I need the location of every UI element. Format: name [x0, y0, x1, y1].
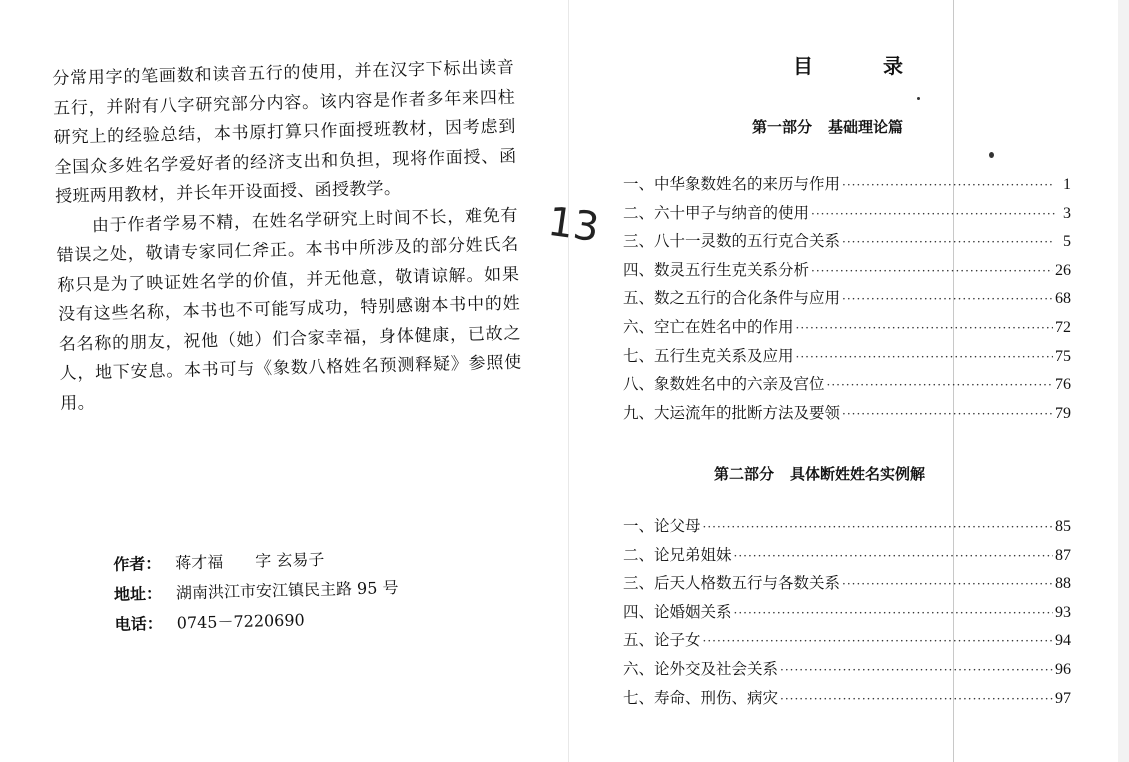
toc-page-number: 75: [1055, 347, 1071, 365]
address-label: 地址：: [113, 583, 163, 604]
toc-page-number: 79: [1055, 404, 1071, 422]
toc-entry[interactable]: [623, 571, 1071, 600]
author-info: [113, 543, 495, 642]
toc-entry[interactable]: [623, 543, 1071, 572]
toc-entry[interactable]: [623, 201, 1071, 230]
toc-entry-text: 六、论外交及社会关系: [623, 659, 779, 678]
toc-entry-text: 六、空亡在姓名中的作用: [623, 317, 794, 336]
leader-dots: [780, 663, 1053, 677]
body-paragraph-2: 由于作者学易不精，在姓名学研究上时间不长，难免有错误之处，敬请专家同仁斧正。本书中所涉及的部分姓氏名称只是为了映证姓名学的价值，并无他意，敬请谅解。如果没有这些名称，本书也不可能写成功，特别感谢本书中的姓名名称的朋友，祝他（她）们合家幸福，身体健康，已故之人，地下安息。本书可与《象数八格姓名预测释疑》参照使用。: [56, 205, 522, 414]
handwritten-page-mark: 13: [545, 198, 602, 252]
toc-entry-text: 二、论兄弟姐妹: [623, 545, 732, 564]
toc-entry[interactable]: [623, 686, 1071, 715]
leader-dots: [703, 520, 1053, 534]
leader-dots: [734, 549, 1053, 563]
leader-dots: [842, 235, 1055, 249]
part-1-name: 第一部分: [752, 118, 813, 136]
toc-page-number: 5: [1063, 233, 1071, 251]
toc-page-number: 94: [1055, 632, 1071, 650]
toc-page-number: 68: [1055, 290, 1071, 308]
toc-page-number: 93: [1055, 603, 1071, 621]
toc-entry-text: 二、六十甲子与纳音的使用: [623, 203, 810, 222]
part-2-heading: [714, 463, 925, 484]
leader-dots: [734, 606, 1053, 620]
phone-value: 0745－7220690: [176, 610, 305, 633]
toc-title-char-1: 目: [793, 54, 813, 78]
toc-entry[interactable]: [623, 229, 1071, 258]
toc-entry[interactable]: [623, 657, 1071, 686]
leader-dots: [796, 321, 1053, 335]
leader-dots: [827, 378, 1053, 392]
page-gutter: [568, 0, 569, 762]
leader-dots: [703, 634, 1053, 648]
author-value: 蒋才福 字 玄易子: [175, 549, 325, 573]
toc-page-number: 26: [1055, 261, 1071, 279]
toc-page-number: 96: [1055, 660, 1071, 678]
part-2-name: 第二部分: [714, 465, 775, 483]
toc-page-number: 85: [1055, 518, 1071, 535]
toc-page-number: 3: [1063, 204, 1071, 222]
toc-entry[interactable]: [623, 628, 1071, 657]
toc-entry-text: 四、数灵五行生克关系分析: [623, 260, 810, 279]
scan-right-margin: [1118, 0, 1129, 762]
toc-entry[interactable]: [623, 344, 1071, 373]
toc-entry[interactable]: [623, 315, 1071, 344]
leader-dots: [842, 577, 1053, 591]
leader-dots: [842, 178, 1055, 192]
part-2-title: 具体断姓姓名实例解: [790, 465, 926, 483]
leader-dots: [842, 292, 1053, 306]
toc-entry[interactable]: [623, 514, 1071, 543]
leader-dots: [842, 407, 1053, 421]
toc-entry-text: 一、论父母: [623, 517, 701, 535]
leader-dots: [811, 264, 1053, 278]
toc-entry[interactable]: [623, 286, 1071, 315]
toc-page-number: 76: [1055, 376, 1071, 394]
phone-label: 电话：: [114, 613, 164, 634]
toc-entry[interactable]: [623, 401, 1071, 430]
left-page-body: [52, 54, 523, 419]
toc-entry-text: 三、八十一灵数的五行克合关系: [623, 232, 841, 251]
toc-title: [793, 50, 903, 79]
body-paragraph-1: 分常用字的笔画数和读音五行的使用，并在汉字下标出读音五行，并附有八字研究部分内容。该内容是作者多年来四柱研究上的经验总结，本书原打算只作面授班教材，因考虑到全国众多姓名学爱好者的经济支出和负担，现将作面授、函授班两用教材，并长年开设面授、函授教学。: [52, 57, 517, 207]
toc-part-1-list: [623, 172, 1071, 429]
leader-dots: [811, 207, 1055, 221]
scan-speck: [989, 152, 994, 158]
toc-page-number: 88: [1055, 575, 1071, 593]
toc-entry[interactable]: [623, 258, 1071, 287]
part-1-title: 基础理论篇: [828, 118, 904, 136]
scan-speck: [917, 97, 920, 100]
leader-dots: [780, 692, 1053, 706]
toc-entry-text: 七、寿命、刑伤、病灾: [623, 688, 779, 707]
toc-title-char-2: 录: [883, 54, 903, 78]
leader-dots: [796, 350, 1053, 364]
author-label: 作者：: [113, 553, 162, 574]
toc-page-number: 97: [1055, 689, 1071, 707]
toc-entry-text: 五、数之五行的合化条件与应用: [623, 289, 841, 308]
part-1-heading: [752, 116, 903, 137]
toc-entry-text: 五、论子女: [623, 631, 701, 650]
toc-entry[interactable]: [623, 172, 1071, 201]
toc-entry-text: 四、论婚姻关系: [623, 602, 732, 621]
toc-entry-text: 七、五行生克关系及应用: [623, 346, 794, 365]
address-value: 湖南洪江市安江镇民主路 95 号: [175, 578, 399, 603]
toc-entry-text: 一、中华象数姓名的来历与作用: [623, 175, 841, 193]
toc-entry-text: 三、后天人格数五行与各数关系: [623, 574, 841, 593]
toc-entry-text: 九、大运流年的批断方法及要领: [623, 403, 841, 422]
toc-entry[interactable]: [623, 600, 1071, 629]
toc-entry[interactable]: [623, 372, 1071, 401]
toc-page-number: 72: [1055, 318, 1071, 336]
toc-page-number: 1: [1063, 176, 1071, 193]
toc-entry-text: 八、象数姓名中的六亲及宫位: [623, 375, 825, 394]
toc-part-2-list: [623, 514, 1071, 714]
toc-page-number: 87: [1055, 546, 1071, 564]
